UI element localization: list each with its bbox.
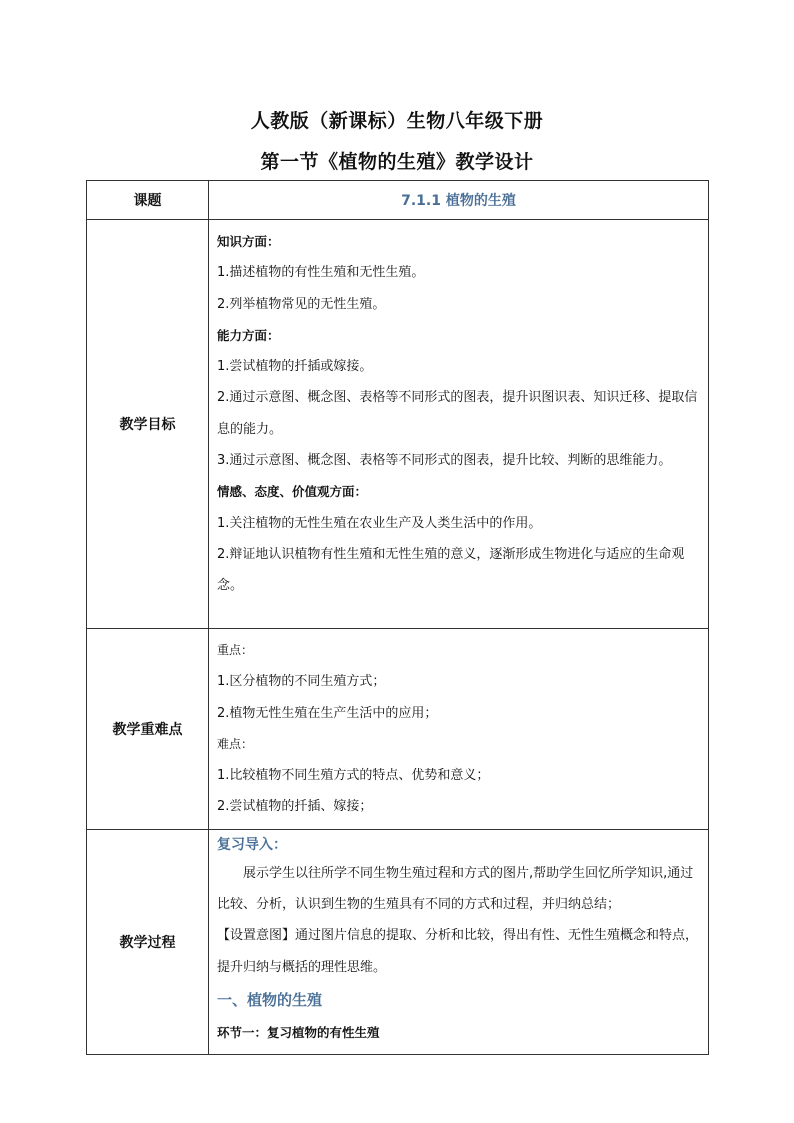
lesson-plan-table	[86, 180, 709, 1055]
difficulty-heading: 难点：	[217, 736, 254, 751]
topic-value: 7.1.1 植物的生殖	[209, 181, 709, 220]
difficulty-item: 1.比较植物不同生殖方式的特点、优势和意义；	[217, 768, 490, 784]
goal-item: 2.通过示意图、概念图、表格等不同形式的图表，提升识图识表、知识迁移、提取信息的能力。	[217, 390, 698, 437]
knowledge-heading: 知识方面：	[217, 234, 280, 249]
goal-item: 3.通过示意图、概念图、表格等不同形式的图表，提升比较、判断的思维能力。	[217, 453, 672, 469]
goal-item: 1.描述植物的有性生殖和无性生殖。	[217, 265, 425, 281]
difficulty-item: 2.尝试植物的扦插、嫁接；	[217, 799, 373, 815]
key-points-label: 教学重难点	[87, 629, 209, 830]
table-row	[87, 829, 709, 1054]
process-content	[209, 829, 709, 1054]
emotion-heading: 情感、态度、价值观方面：	[217, 484, 368, 500]
key-item: 2.植物无性生殖在生产生活中的应用；	[217, 705, 438, 721]
process-label: 教学过程	[87, 829, 209, 1054]
ability-heading: 能力方面：	[217, 327, 280, 343]
design-intent: 【设置意图】通过图片信息的提取、分析和比较，得出有性、无性生殖概念和特点，提升归纳与概括的理性思维。	[217, 928, 699, 975]
section-heading: 一、植物的生殖	[217, 990, 323, 1009]
goals-label: 教学目标	[87, 220, 209, 629]
table-row	[87, 220, 709, 629]
review-text: 展示学生以往所学不同生物生殖过程和方式的图片,帮助学生回忆所学知识,通过比较、分析，认识到生物的生殖具有不同的方式和过程，并归纳总结；	[217, 865, 694, 913]
table-row	[87, 181, 709, 220]
document-subtitle: 第一节《植物的生殖》教学设计	[260, 151, 534, 173]
table-row	[87, 629, 709, 830]
key-points-content	[209, 629, 709, 830]
goals-content	[209, 220, 709, 629]
goal-item: 1.尝试植物的扦插或嫁接。	[217, 359, 373, 375]
goal-item: 1.关注植物的无性生殖在农业生产及人类生活中的作用。	[217, 515, 542, 531]
goal-item: 2.辩证地认识植物有性生殖和无性生殖的意义，逐渐形成生物进化与适应的生命观念。	[217, 546, 685, 594]
key-item: 1.区分植物的不同生殖方式；	[217, 674, 386, 690]
document-title: 人教版（新课标）生物八年级下册	[250, 110, 544, 132]
key-heading: 重点：	[217, 643, 254, 657]
goal-item: 2.列举植物常见的无性生殖。	[217, 296, 386, 312]
review-heading: 复习导入：	[217, 836, 287, 853]
step-heading: 环节一：复习植物的有性生殖	[217, 1024, 380, 1040]
topic-label: 课题	[87, 181, 209, 220]
